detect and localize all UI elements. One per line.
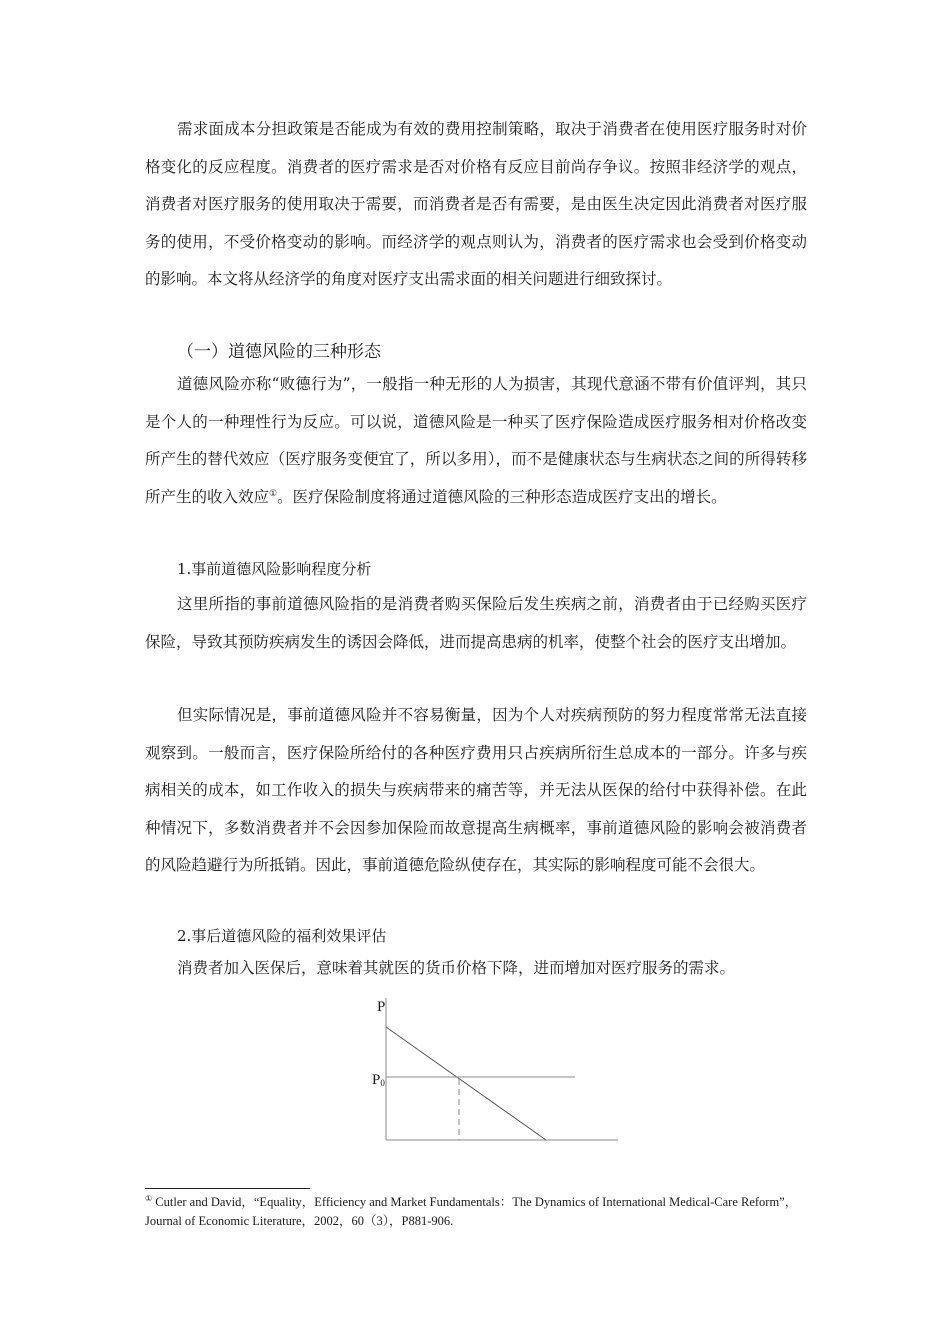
axis-label-p0-sub: 0 xyxy=(380,1078,385,1088)
section-heading: （一）道德风险的三种形态 xyxy=(177,342,381,362)
paragraph-ex-ante: 这里所指的事前道德风险指的是消费者购买保险后发生疾病之前，消费者由于已经购买医疗保险，导致其预防疾病发生的诱因会降低，进而提高患病的机率，使整个社会的医疗支出增加。 xyxy=(145,595,807,651)
paragraph-intro: 需求面成本分担政策是否能成为有效的费用控制策略，取决于消费者在使用医疗服务时对价格变化的反应程度。消费者的医疗需求是否对价格有反应目前尚存争议。按照非经济学的观点，消费者对医疗服务的使用取决于需要，而消费者是否有需要，是由医生决定因此消费者对医疗服务的使用，不受价格变动的影响。而经济学的观点则认为，消费者的医疗需求也会受到价格变动的影响。本文将从经济学的角度对医疗支出需求面的相关问题进行细致探讨。 xyxy=(145,120,807,288)
paragraph-measurement: 但实际情况是，事前道德风险并不容易衡量，因为个人对疾病预防的努力程度常常无法直接观察到。一般而言，医疗保险所给付的各种医疗费用只占疾病所衍生总成本的一部分。许多与疾病相关的成本，如工作收入的损失与疾病带来的痛苦等，并无法从医保的给付中获得补偿。在此种情况下，多数消费者并不会因参加保险而故意提高生病概率，事前道德风险的影响会被消费者的风险趋避行为所抵销。因此，事前道德危险纵使存在，其实际的影响程度可能不会很大。 xyxy=(145,706,807,874)
paragraph-moral-hazard-text-end: 。医疗保险制度将通过道德风险的三种形态造成医疗支出的增长。 xyxy=(277,487,727,506)
axis-label-p0 xyxy=(372,1072,385,1088)
footnote-divider xyxy=(145,1188,310,1189)
footnote xyxy=(145,1193,807,1231)
demand-curve xyxy=(386,1027,546,1140)
subheading-ex-ante: 1.事前道德风险影响程度分析 xyxy=(177,560,372,578)
axis-label-p: P xyxy=(377,999,386,1015)
footnote-reference[interactable]: ① xyxy=(269,488,278,499)
paragraph-moral-hazard xyxy=(145,366,807,516)
footnote-text: Cutler and David，“Equality，Efficiency and Market Fundamentals：The Dynamics of International Medical-Care Reform”，Journal of Economic Literature，2002，60（3），P881-906. xyxy=(145,1195,798,1228)
axis-label-p0-base: P xyxy=(372,1072,381,1088)
paragraph-price-drop: 消费者加入医保后，意味着其就医的货币价格下降，进而增加对医疗服务的需求。 xyxy=(177,959,736,977)
subheading-ex-post: 2.事后道德风险的福利效果评估 xyxy=(177,927,387,945)
demand-curve-figure xyxy=(360,992,630,1152)
paragraph-moral-hazard-text: 道德风险亦称“败德行为”，一般指一种无形的人为损害，其现代意涵不带有价值评判，其只是个人的一种理性行为反应。可以说，道德风险是一种买了医疗保险造成医疗服务相对价格改变所产生的替代效应（医疗服务变便宜了，所以多用），而不是健康状态与生病状态之间的所得转移所产生的收入效应 xyxy=(145,375,807,506)
footnote-marker: ① xyxy=(145,1193,153,1203)
